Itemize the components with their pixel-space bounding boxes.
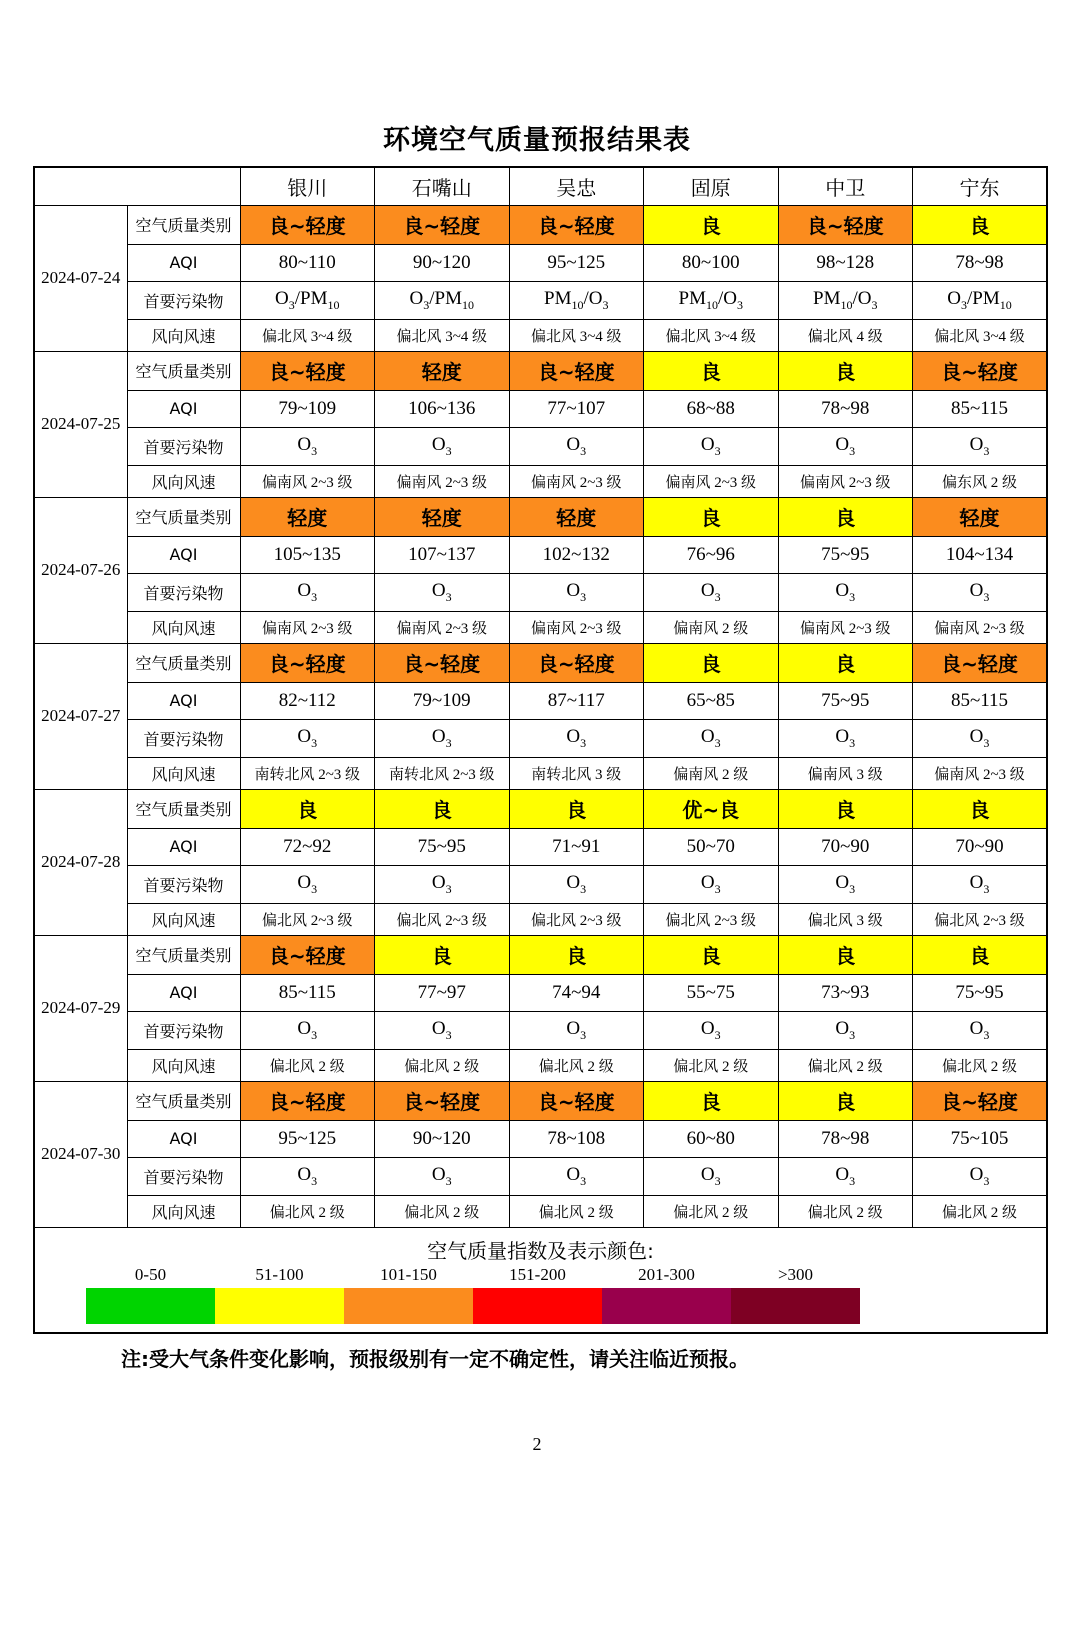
category-cell: 良~轻度 <box>913 643 1048 682</box>
legend-range-label: >300 <box>777 1265 814 1284</box>
wind-cell: 偏南风 2~3 级 <box>913 757 1048 789</box>
aqi-cell: 70~90 <box>913 828 1048 865</box>
pollutant-cell: $O_3$ <box>509 865 644 903</box>
aqi-row <box>34 244 1047 281</box>
aqi-color-scale <box>86 1288 860 1324</box>
category-cell: 轻度 <box>509 497 644 536</box>
pollutant-cell: $O_3$ <box>240 573 375 611</box>
pollutant-row <box>34 1011 1047 1049</box>
category-cell: 良 <box>778 935 913 974</box>
legend <box>34 1227 1047 1333</box>
pollutant-cell: $O_3$ <box>375 573 510 611</box>
pollutant-cell: $O_3$ <box>644 1011 779 1049</box>
wind-row <box>34 319 1047 351</box>
pollutant-cell: $PM_{10}/O_3$ <box>509 281 644 319</box>
legend-color-swatch <box>602 1288 731 1324</box>
city-header: 银川 <box>240 167 375 205</box>
category-cell: 良~轻度 <box>509 205 644 244</box>
category-cell: 良 <box>644 351 779 390</box>
aqi-cell: 107~137 <box>375 536 510 573</box>
category-row <box>34 643 1047 682</box>
pollutant-cell: $O_3$ <box>778 427 913 465</box>
legend-title: 空气质量指数及表示颜色: <box>427 1239 654 1263</box>
pollutant-cell: $O_3/PM_{10}$ <box>375 281 510 319</box>
forecast-table <box>33 166 1048 1334</box>
aqi-cell: 77~97 <box>375 974 510 1011</box>
category-row <box>34 1081 1047 1120</box>
aqi-cell: 75~95 <box>778 682 913 719</box>
pollutant-row <box>34 573 1047 611</box>
category-cell: 优~良 <box>644 789 779 828</box>
date-cell: 2024-07-24 <box>34 205 127 351</box>
row-label: 首要污染物 <box>127 427 240 465</box>
row-label: 风向风速 <box>127 1195 240 1227</box>
wind-cell: 偏北风 2 级 <box>778 1049 913 1081</box>
category-cell: 良 <box>913 935 1048 974</box>
aqi-row <box>34 390 1047 427</box>
pollutant-cell: $O_3$ <box>644 719 779 757</box>
wind-cell: 偏南风 2~3 级 <box>509 465 644 497</box>
aqi-cell: 85~115 <box>913 682 1048 719</box>
pollutant-row <box>34 1157 1047 1195</box>
category-cell: 良 <box>778 643 913 682</box>
aqi-cell: 60~80 <box>644 1120 779 1157</box>
wind-row <box>34 1195 1047 1227</box>
legend-range-label: 201-300 <box>638 1265 695 1284</box>
pollutant-cell: $O_3$ <box>375 1011 510 1049</box>
wind-cell: 偏北风 3~4 级 <box>240 319 375 351</box>
row-label: 风向风速 <box>127 1049 240 1081</box>
city-header: 石嘴山 <box>375 167 510 205</box>
date-cell: 2024-07-25 <box>34 351 127 497</box>
aqi-cell: 79~109 <box>240 390 375 427</box>
row-label: 空气质量类别 <box>127 935 240 974</box>
category-cell: 良 <box>509 935 644 974</box>
city-header: 宁东 <box>913 167 1048 205</box>
aqi-row <box>34 682 1047 719</box>
wind-cell: 偏北风 2 级 <box>240 1049 375 1081</box>
category-cell: 良 <box>913 789 1048 828</box>
aqi-cell: 77~107 <box>509 390 644 427</box>
row-label: 首要污染物 <box>127 865 240 903</box>
pollutant-cell: $O_3$ <box>778 865 913 903</box>
pollutant-row <box>34 427 1047 465</box>
wind-cell: 偏北风 2 级 <box>375 1195 510 1227</box>
city-header-row <box>34 167 1047 205</box>
pollutant-cell: $O_3$ <box>644 1157 779 1195</box>
wind-cell: 偏北风 2 级 <box>240 1195 375 1227</box>
wind-cell: 偏南风 2~3 级 <box>240 465 375 497</box>
legend-color-swatch <box>86 1288 215 1324</box>
wind-cell: 南转北风 3 级 <box>509 757 644 789</box>
aqi-cell: 105~135 <box>240 536 375 573</box>
aqi-cell: 75~95 <box>375 828 510 865</box>
wind-cell: 偏南风 2~3 级 <box>644 465 779 497</box>
aqi-cell: 76~96 <box>644 536 779 573</box>
pollutant-cell: $O_3$ <box>509 719 644 757</box>
wind-cell: 南转北风 2~3 级 <box>375 757 510 789</box>
category-cell: 良 <box>509 789 644 828</box>
wind-cell: 偏北风 3 级 <box>778 903 913 935</box>
row-label: AQI <box>127 244 240 281</box>
wind-cell: 偏北风 2~3 级 <box>375 903 510 935</box>
city-header: 固原 <box>644 167 779 205</box>
pollutant-cell: $PM_{10}/O_3$ <box>644 281 779 319</box>
category-cell: 良~轻度 <box>240 351 375 390</box>
row-label: 首要污染物 <box>127 1011 240 1049</box>
wind-cell: 偏北风 2~3 级 <box>240 903 375 935</box>
row-label: AQI <box>127 1120 240 1157</box>
aqi-cell: 75~105 <box>913 1120 1048 1157</box>
wind-cell: 南转北风 2~3 级 <box>240 757 375 789</box>
wind-cell: 偏北风 3~4 级 <box>644 319 779 351</box>
aqi-cell: 95~125 <box>509 244 644 281</box>
footnote: 注:受大气条件变化影响，预报级别有一定不确定性，请关注临近预报。 <box>121 1346 749 1371</box>
pollutant-cell: $O_3/PM_{10}$ <box>913 281 1048 319</box>
aqi-cell: 55~75 <box>644 974 779 1011</box>
aqi-cell: 78~98 <box>913 244 1048 281</box>
row-label: 空气质量类别 <box>127 789 240 828</box>
pollutant-cell: $O_3$ <box>240 427 375 465</box>
row-label: 首要污染物 <box>127 719 240 757</box>
pollutant-cell: $O_3$ <box>778 719 913 757</box>
aqi-row <box>34 974 1047 1011</box>
pollutant-cell: $O_3$ <box>240 1157 375 1195</box>
date-cell: 2024-07-26 <box>34 497 127 643</box>
category-row <box>34 497 1047 536</box>
row-label: 风向风速 <box>127 319 240 351</box>
row-label: 风向风速 <box>127 903 240 935</box>
document-page <box>0 118 1074 1455</box>
category-row <box>34 205 1047 244</box>
category-cell: 良 <box>644 643 779 682</box>
aqi-cell: 70~90 <box>778 828 913 865</box>
wind-cell: 偏南风 2~3 级 <box>375 465 510 497</box>
pollutant-cell: $O_3$ <box>778 1157 913 1195</box>
legend-color-swatch <box>215 1288 344 1324</box>
category-cell: 轻度 <box>375 351 510 390</box>
wind-cell: 偏北风 2 级 <box>509 1049 644 1081</box>
wind-cell: 偏南风 2 级 <box>644 611 779 643</box>
wind-cell: 偏北风 2 级 <box>375 1049 510 1081</box>
aqi-cell: 102~132 <box>509 536 644 573</box>
wind-cell: 偏南风 2 级 <box>644 757 779 789</box>
pollutant-cell: $O_3$ <box>913 1157 1048 1195</box>
aqi-cell: 78~108 <box>509 1120 644 1157</box>
aqi-cell: 78~98 <box>778 1120 913 1157</box>
aqi-cell: 73~93 <box>778 974 913 1011</box>
wind-cell: 偏南风 2~3 级 <box>913 611 1048 643</box>
wind-cell: 偏南风 3 级 <box>778 757 913 789</box>
pollutant-cell: $O_3$ <box>375 427 510 465</box>
category-cell: 良~轻度 <box>240 205 375 244</box>
row-label: AQI <box>127 974 240 1011</box>
wind-cell: 偏北风 2~3 级 <box>913 903 1048 935</box>
pollutant-cell: $O_3$ <box>240 1011 375 1049</box>
row-label: 风向风速 <box>127 757 240 789</box>
page-title: 环境空气质量预报结果表 <box>383 125 691 156</box>
wind-cell: 偏东风 2 级 <box>913 465 1048 497</box>
category-cell: 良 <box>375 789 510 828</box>
aqi-row <box>34 828 1047 865</box>
pollutant-cell: $O_3$ <box>509 427 644 465</box>
aqi-cell: 98~128 <box>778 244 913 281</box>
wind-row <box>34 465 1047 497</box>
legend-range-label: 0-50 <box>134 1265 167 1284</box>
category-cell: 良 <box>644 497 779 536</box>
category-cell: 良 <box>644 935 779 974</box>
wind-row <box>34 1049 1047 1081</box>
legend-row <box>34 1227 1047 1333</box>
row-label: AQI <box>127 828 240 865</box>
wind-row <box>34 757 1047 789</box>
row-label: AQI <box>127 682 240 719</box>
row-label: AQI <box>127 536 240 573</box>
category-cell: 轻度 <box>240 497 375 536</box>
row-label: 首要污染物 <box>127 1157 240 1195</box>
pollutant-cell: $O_3/PM_{10}$ <box>240 281 375 319</box>
category-cell: 良~轻度 <box>509 351 644 390</box>
aqi-cell: 78~98 <box>778 390 913 427</box>
wind-cell: 偏北风 3~4 级 <box>913 319 1048 351</box>
pollutant-cell: $O_3$ <box>240 719 375 757</box>
pollutant-cell: $O_3$ <box>240 865 375 903</box>
category-cell: 良 <box>375 935 510 974</box>
date-cell: 2024-07-30 <box>34 1081 127 1227</box>
city-header: 吴忠 <box>509 167 644 205</box>
legend-color-swatch <box>344 1288 473 1324</box>
legend-range-labels <box>86 1265 860 1285</box>
row-label: 空气质量类别 <box>127 205 240 244</box>
wind-row <box>34 903 1047 935</box>
category-cell: 良~轻度 <box>240 643 375 682</box>
date-cell: 2024-07-29 <box>34 935 127 1081</box>
category-cell: 轻度 <box>913 497 1048 536</box>
date-cell: 2024-07-27 <box>34 643 127 789</box>
wind-row <box>34 611 1047 643</box>
row-label: AQI <box>127 390 240 427</box>
aqi-cell: 95~125 <box>240 1120 375 1157</box>
category-row <box>34 789 1047 828</box>
category-cell: 良 <box>644 1081 779 1120</box>
category-cell: 轻度 <box>375 497 510 536</box>
wind-cell: 偏北风 2~3 级 <box>644 903 779 935</box>
wind-cell: 偏北风 4 级 <box>778 319 913 351</box>
pollutant-cell: $O_3$ <box>913 427 1048 465</box>
pollutant-cell: $O_3$ <box>375 865 510 903</box>
category-cell: 良 <box>913 205 1048 244</box>
wind-cell: 偏北风 2 级 <box>913 1049 1048 1081</box>
aqi-cell: 72~92 <box>240 828 375 865</box>
category-cell: 良~轻度 <box>509 1081 644 1120</box>
category-cell: 良~轻度 <box>913 1081 1048 1120</box>
aqi-cell: 106~136 <box>375 390 510 427</box>
aqi-cell: 68~88 <box>644 390 779 427</box>
aqi-cell: 80~100 <box>644 244 779 281</box>
row-label: 风向风速 <box>127 465 240 497</box>
wind-cell: 偏南风 2~3 级 <box>375 611 510 643</box>
date-cell: 2024-07-28 <box>34 789 127 935</box>
category-cell: 良~轻度 <box>509 643 644 682</box>
pollutant-cell: $O_3$ <box>509 1157 644 1195</box>
city-header: 中卫 <box>778 167 913 205</box>
wind-cell: 偏北风 3~4 级 <box>375 319 510 351</box>
aqi-cell: 90~120 <box>375 244 510 281</box>
category-cell: 良~轻度 <box>375 205 510 244</box>
aqi-cell: 75~95 <box>913 974 1048 1011</box>
legend-range-label: 51-100 <box>255 1265 304 1284</box>
pollutant-cell: $O_3$ <box>913 573 1048 611</box>
wind-cell: 偏北风 2 级 <box>644 1195 779 1227</box>
wind-cell: 偏南风 2~3 级 <box>240 611 375 643</box>
pollutant-cell: $O_3$ <box>644 573 779 611</box>
pollutant-cell: $O_3$ <box>913 1011 1048 1049</box>
category-cell: 良~轻度 <box>240 1081 375 1120</box>
wind-cell: 偏北风 2~3 级 <box>509 903 644 935</box>
forecast-table-body <box>34 205 1047 1227</box>
pollutant-cell: $O_3$ <box>375 719 510 757</box>
wind-cell: 偏北风 3~4 级 <box>509 319 644 351</box>
legend-color-swatch <box>473 1288 602 1324</box>
wind-cell: 偏北风 2 级 <box>778 1195 913 1227</box>
aqi-cell: 65~85 <box>644 682 779 719</box>
aqi-row <box>34 536 1047 573</box>
legend-range-label: 101-150 <box>380 1265 437 1284</box>
aqi-cell: 104~134 <box>913 536 1048 573</box>
category-cell: 良 <box>778 1081 913 1120</box>
wind-cell: 偏南风 2~3 级 <box>778 611 913 643</box>
category-cell: 良 <box>778 497 913 536</box>
row-label: 首要污染物 <box>127 281 240 319</box>
aqi-cell: 85~115 <box>240 974 375 1011</box>
category-row <box>34 351 1047 390</box>
aqi-cell: 82~112 <box>240 682 375 719</box>
pollutant-row <box>34 865 1047 903</box>
pollutant-cell: $O_3$ <box>778 1011 913 1049</box>
aqi-cell: 75~95 <box>778 536 913 573</box>
aqi-cell: 80~110 <box>240 244 375 281</box>
wind-cell: 偏北风 2 级 <box>644 1049 779 1081</box>
pollutant-row <box>34 719 1047 757</box>
aqi-cell: 50~70 <box>644 828 779 865</box>
pollutant-cell: $O_3$ <box>644 427 779 465</box>
pollutant-cell: $O_3$ <box>644 865 779 903</box>
category-row <box>34 935 1047 974</box>
category-cell: 良 <box>240 789 375 828</box>
wind-cell: 偏北风 2 级 <box>509 1195 644 1227</box>
category-cell: 良~轻度 <box>375 1081 510 1120</box>
pollutant-cell: $PM_{10}/O_3$ <box>778 281 913 319</box>
aqi-cell: 79~109 <box>375 682 510 719</box>
corner-cell <box>34 167 240 205</box>
page-number: 2 <box>532 1433 542 1454</box>
wind-cell: 偏南风 2~3 级 <box>509 611 644 643</box>
category-cell: 良~轻度 <box>778 205 913 244</box>
row-label: 首要污染物 <box>127 573 240 611</box>
wind-cell: 偏北风 2 级 <box>913 1195 1048 1227</box>
legend-color-swatch <box>731 1288 860 1324</box>
aqi-cell: 90~120 <box>375 1120 510 1157</box>
row-label: 空气质量类别 <box>127 643 240 682</box>
category-cell: 良~轻度 <box>375 643 510 682</box>
aqi-cell: 74~94 <box>509 974 644 1011</box>
pollutant-cell: $O_3$ <box>913 865 1048 903</box>
legend-range-label: 151-200 <box>509 1265 566 1284</box>
aqi-row <box>34 1120 1047 1157</box>
pollutant-cell: $O_3$ <box>509 1011 644 1049</box>
pollutant-cell: $O_3$ <box>778 573 913 611</box>
pollutant-cell: $O_3$ <box>913 719 1048 757</box>
row-label: 风向风速 <box>127 611 240 643</box>
row-label: 空气质量类别 <box>127 1081 240 1120</box>
row-label: 空气质量类别 <box>127 497 240 536</box>
wind-cell: 偏南风 2~3 级 <box>778 465 913 497</box>
category-cell: 良~轻度 <box>913 351 1048 390</box>
category-cell: 良 <box>778 351 913 390</box>
aqi-cell: 85~115 <box>913 390 1048 427</box>
category-cell: 良 <box>644 205 779 244</box>
pollutant-cell: $O_3$ <box>509 573 644 611</box>
category-cell: 良~轻度 <box>240 935 375 974</box>
pollutant-cell: $O_3$ <box>375 1157 510 1195</box>
aqi-cell: 71~91 <box>509 828 644 865</box>
pollutant-row <box>34 281 1047 319</box>
category-cell: 良 <box>778 789 913 828</box>
row-label: 空气质量类别 <box>127 351 240 390</box>
aqi-cell: 87~117 <box>509 682 644 719</box>
